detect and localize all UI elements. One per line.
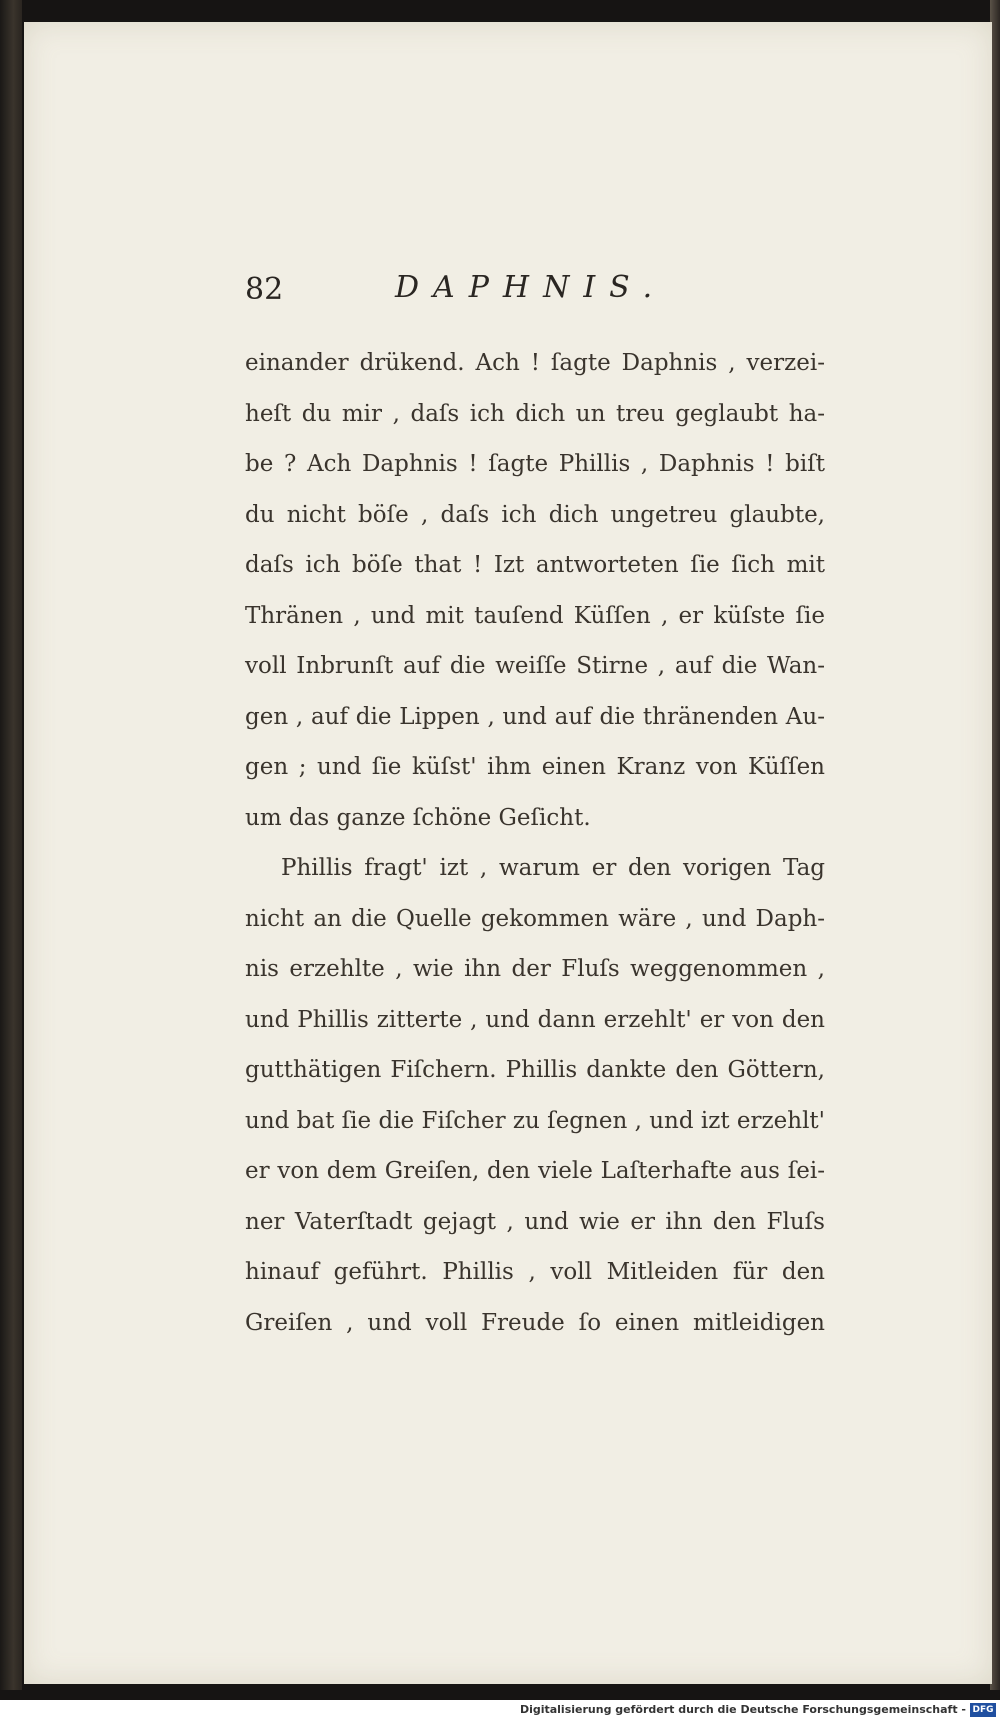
text-line: nis erzehlte , wie ihn der Fluſs weggenommen , (245, 956, 825, 982)
page-number: 82 (245, 272, 284, 307)
digitization-footer (0, 1700, 1000, 1721)
text-line: er von dem Greiſen, den viele Laſterhafte aus ſei- (245, 1158, 825, 1184)
text-line: einander drükend. Ach ! ſagte Daphnis , verzei- (245, 350, 825, 376)
text-line: du nicht böſe , daſs ich dich ungetreu glaubte, (245, 501, 825, 528)
text-line-paragraph-start: Phillis fragt' izt , warum er den vorigen Tag (281, 855, 825, 881)
text-line: gen , auf die Lippen , und auf die thränenden Au- (245, 703, 825, 730)
text-line: ner Vaterſtadt gejagt , und wie er ihn den Fluſs (245, 1208, 825, 1235)
page-header (245, 270, 665, 320)
running-title: DAPHNIS. (395, 270, 667, 305)
text-line: Thränen , und mit tauſend Küſſen , er küſste ſie (245, 602, 825, 629)
text-line: und bat ſie die Fiſcher zu ſegnen , und izt erzehlt' (245, 1107, 825, 1134)
body-text (245, 338, 825, 1348)
text-line: nicht an die Quelle gekommen wäre , und Daph- (245, 905, 825, 932)
text-line: gutthätigen Fiſchern. Phillis dankte den Göttern, (245, 1057, 825, 1083)
text-line: und Phillis zitterte , und dann erzehlt' er von den (245, 1006, 825, 1033)
text-line: gen ; und ſie küſst' ihm einen Kranz von Küſſen (245, 754, 825, 780)
text-line: heſt du mir , daſs ich dich un treu geglaubt ha- (245, 400, 825, 427)
dfg-logo: DFG (970, 1703, 996, 1717)
text-line: hinauf geführt. Phillis , voll Mitleiden für den (245, 1259, 825, 1285)
text-line: voll Inbrunſt auf die weiſſe Stirne , auf die Wan- (245, 653, 825, 679)
text-line-paragraph-end: um das ganze ſchöne Geſicht. (245, 804, 591, 831)
text-line: daſs ich böſe that ! Izt antworteten ſie ſich mit (245, 552, 825, 578)
text-line: be ? Ach Daphnis ! ſagte Phillis , Daphnis ! biſt (245, 451, 825, 477)
book-spine-edge (0, 0, 22, 1690)
text-line: Greiſen , und voll Freude ſo einen mitleidigen (245, 1309, 825, 1336)
funding-credit: Digitalisierung gefördert durch die Deutsche Forschungsgemeinschaft - (519, 1703, 966, 1716)
